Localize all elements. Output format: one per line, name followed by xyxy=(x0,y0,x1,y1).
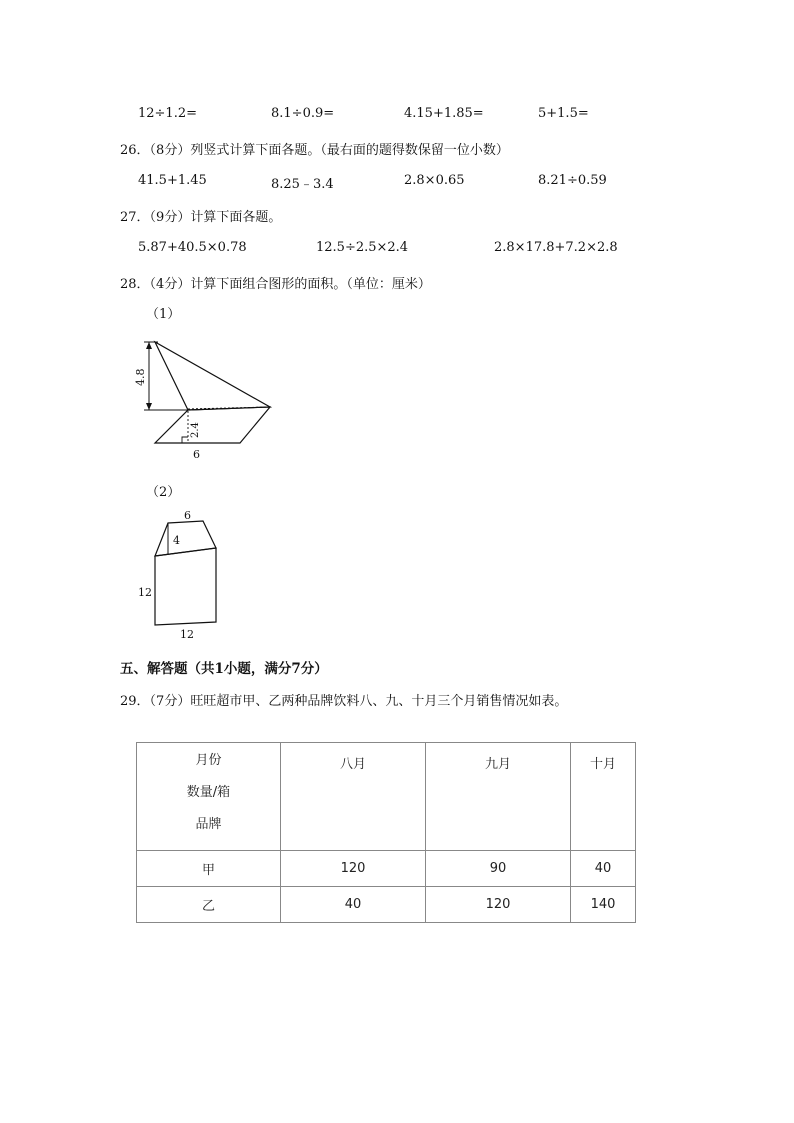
question-29: 29．（7分）旺旺超市甲、乙两种品牌饮料八、九、十月三个月销售情况如表。 xyxy=(120,694,568,709)
right-angle-mark xyxy=(182,437,188,443)
value-cell: 40 xyxy=(571,851,636,887)
corner-month: 月份 xyxy=(195,753,222,768)
label-2-4: 2.4 xyxy=(190,422,201,438)
expr-1: 12÷1.2= xyxy=(138,106,198,121)
value-cell: 90 xyxy=(426,851,571,887)
label-bottom-12: 12 xyxy=(180,628,194,641)
label-height-4: 4 xyxy=(173,534,180,547)
parallelogram-shape xyxy=(155,407,270,443)
table-row xyxy=(137,887,636,923)
label-4-8: 4.8 xyxy=(134,368,147,386)
question-27: 27．（9分）计算下面各题。 xyxy=(120,210,282,225)
brand-cell: 甲 xyxy=(137,851,281,887)
value-cell: 120 xyxy=(281,851,426,887)
corner-quantity: 数量/箱 xyxy=(186,785,231,800)
label-6: 6 xyxy=(193,448,200,461)
q26-item-4: 8.21÷0.59 xyxy=(538,173,607,188)
arrow-up-icon xyxy=(146,342,152,349)
expr-2: 8.1÷0.9= xyxy=(271,106,335,121)
value-cell: 40 xyxy=(281,887,426,923)
sales-table xyxy=(136,742,636,923)
value-cell: 120 xyxy=(426,887,571,923)
header-august: 八月 xyxy=(281,743,426,851)
question-26: 26．（8分）列竖式计算下面各题。（最右面的题得数保留一位小数） xyxy=(120,143,509,158)
header-october: 十月 xyxy=(571,743,636,851)
q26-item-1: 41.5+1.45 xyxy=(138,173,207,188)
figure-2-diagram xyxy=(130,508,230,643)
figure-2-label: （2） xyxy=(146,485,181,500)
arrow-down-icon xyxy=(146,403,152,410)
label-top-6: 6 xyxy=(184,509,191,522)
table-row xyxy=(137,851,636,887)
triangle-shape xyxy=(155,342,270,410)
table-header-row xyxy=(137,743,636,851)
q27-item-2: 12.5÷2.5×2.4 xyxy=(316,240,409,255)
question-28: 28．（4分）计算下面组合图形的面积。（单位：厘米） xyxy=(120,277,431,292)
section-5-title: 五、解答题（共1小题，满分7分） xyxy=(120,661,328,677)
figure-1-label: （1） xyxy=(146,307,181,322)
q27-item-1: 5.87+40.5×0.78 xyxy=(138,240,247,255)
label-side-12: 12 xyxy=(138,586,152,599)
corner-brand: 品牌 xyxy=(195,817,222,832)
q27-item-3: 2.8×17.8+7.2×2.8 xyxy=(494,240,618,255)
expr-3: 4.15+1.85= xyxy=(404,106,484,121)
rectangle-shape xyxy=(155,548,216,625)
brand-cell: 乙 xyxy=(137,887,281,923)
header-september: 九月 xyxy=(426,743,571,851)
q26-item-3: 2.8×0.65 xyxy=(404,173,465,188)
value-cell: 140 xyxy=(571,887,636,923)
trapezoid-shape xyxy=(155,521,216,556)
figure-1-diagram xyxy=(130,332,290,462)
q26-item-2: 8.25﹣3.4 xyxy=(271,177,334,192)
expr-4: 5+1.5= xyxy=(538,106,589,121)
table-corner-cell xyxy=(137,743,281,851)
